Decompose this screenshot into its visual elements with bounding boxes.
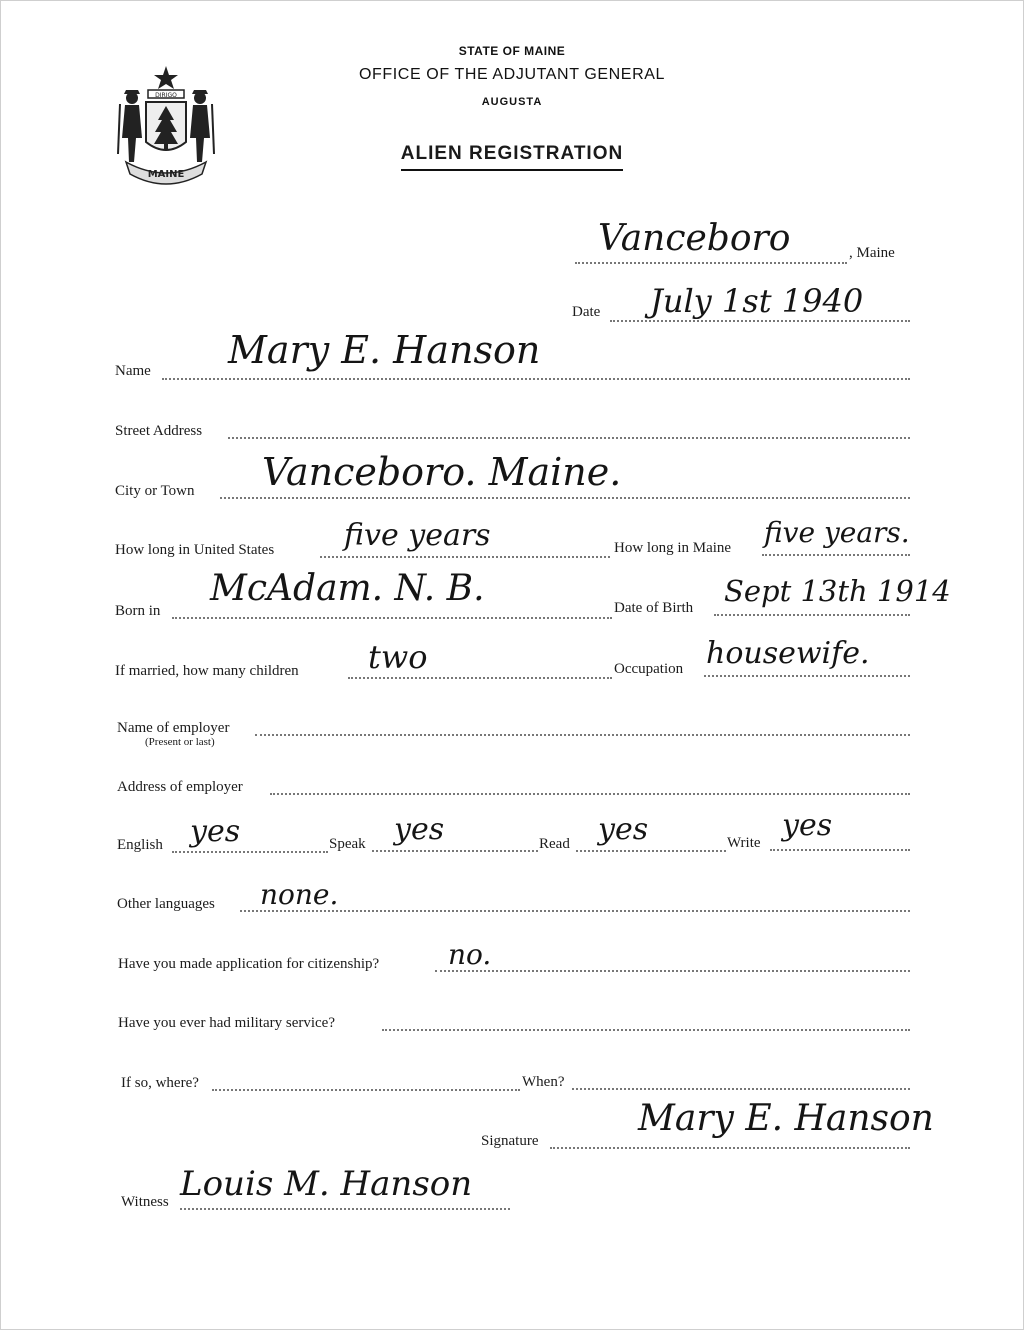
town-line (575, 262, 847, 264)
witness-label: Witness (121, 1194, 169, 1210)
if-so-where-label: If so, where? (121, 1075, 199, 1091)
when-label: When? (522, 1074, 565, 1090)
witness-value: Louis M. Hanson (180, 1164, 473, 1204)
children-line (348, 677, 612, 679)
witness-line (180, 1208, 510, 1210)
employer-address-label: Address of employer (117, 779, 243, 795)
seal-banner: MAINE (147, 169, 185, 180)
employer-address-line (270, 793, 910, 795)
speak-value: yes (394, 812, 445, 847)
other-languages-value: none. (260, 878, 339, 911)
born-in-label: Born in (115, 603, 161, 619)
born-in-value: McAdam. N. B. (210, 568, 485, 609)
english-label: English (117, 837, 163, 853)
citizenship-value: no. (448, 938, 492, 971)
employer-name-line (255, 734, 910, 736)
citizenship-label: Have you made application for citizenship? (118, 956, 380, 972)
write-value: yes (782, 808, 833, 843)
read-value: yes (598, 812, 649, 847)
born-in-line (172, 617, 612, 619)
form-title: ALIEN REGISTRATION (401, 143, 623, 171)
english-value: yes (190, 814, 241, 849)
how-long-maine-value: five years. (764, 516, 910, 549)
header-city: AUGUSTA (481, 96, 543, 108)
name-line (162, 378, 910, 380)
read-line (576, 850, 726, 852)
write-label: Write (727, 835, 761, 851)
employer-name-note: (Present or last) (145, 736, 215, 748)
seal-motto: DIRIGO (155, 92, 177, 99)
occupation-value: housewife. (706, 636, 870, 671)
date-value: July 1st 1940 (650, 282, 864, 320)
occupation-line (704, 675, 910, 677)
children-value: two (368, 638, 428, 676)
where-line (212, 1089, 520, 1091)
how-long-us-value: five years (344, 518, 491, 553)
date-of-birth-line (714, 614, 910, 616)
military-label: Have you ever had military service? (118, 1015, 335, 1031)
speak-line (372, 850, 538, 852)
date-of-birth-label: Date of Birth (614, 600, 694, 616)
city-or-town-value: Vanceboro. Maine. (262, 450, 622, 494)
town-value: Vanceboro (598, 218, 791, 259)
date-label: Date (572, 304, 601, 320)
other-languages-line (240, 910, 910, 912)
street-address-label: Street Address (115, 423, 203, 439)
write-line (770, 849, 910, 851)
header-office: OFFICE OF THE ADJUTANT GENERAL (358, 66, 666, 83)
header-state: STATE OF MAINE (458, 44, 566, 58)
city-or-town-line (220, 497, 910, 499)
children-label: If married, how many children (115, 663, 299, 679)
other-languages-label: Other languages (117, 896, 215, 912)
english-line (172, 851, 328, 853)
name-label: Name (115, 363, 151, 379)
date-line (610, 320, 910, 322)
employer-name-label: Name of employer (117, 720, 230, 736)
signature-line (550, 1147, 910, 1149)
signature-value: Mary E. Hanson (638, 1098, 934, 1139)
how-long-maine-label: How long in Maine (614, 540, 732, 556)
street-address-line (228, 437, 910, 439)
read-label: Read (539, 836, 570, 852)
military-line (382, 1029, 910, 1031)
how-long-maine-line (762, 554, 910, 556)
citizenship-line (435, 970, 910, 972)
city-or-town-label: City or Town (115, 483, 195, 499)
when-line (572, 1088, 910, 1090)
maine-label: , Maine (849, 245, 895, 261)
date-of-birth-value: Sept 13th 1914 (724, 574, 951, 608)
speak-label: Speak (329, 836, 366, 852)
occupation-label: Occupation (614, 661, 684, 677)
maine-state-seal-icon (112, 58, 220, 186)
name-value: Mary E. Hanson (228, 328, 541, 372)
how-long-us-label: How long in United States (115, 542, 275, 558)
how-long-us-line (320, 556, 610, 558)
signature-label: Signature (481, 1133, 539, 1149)
